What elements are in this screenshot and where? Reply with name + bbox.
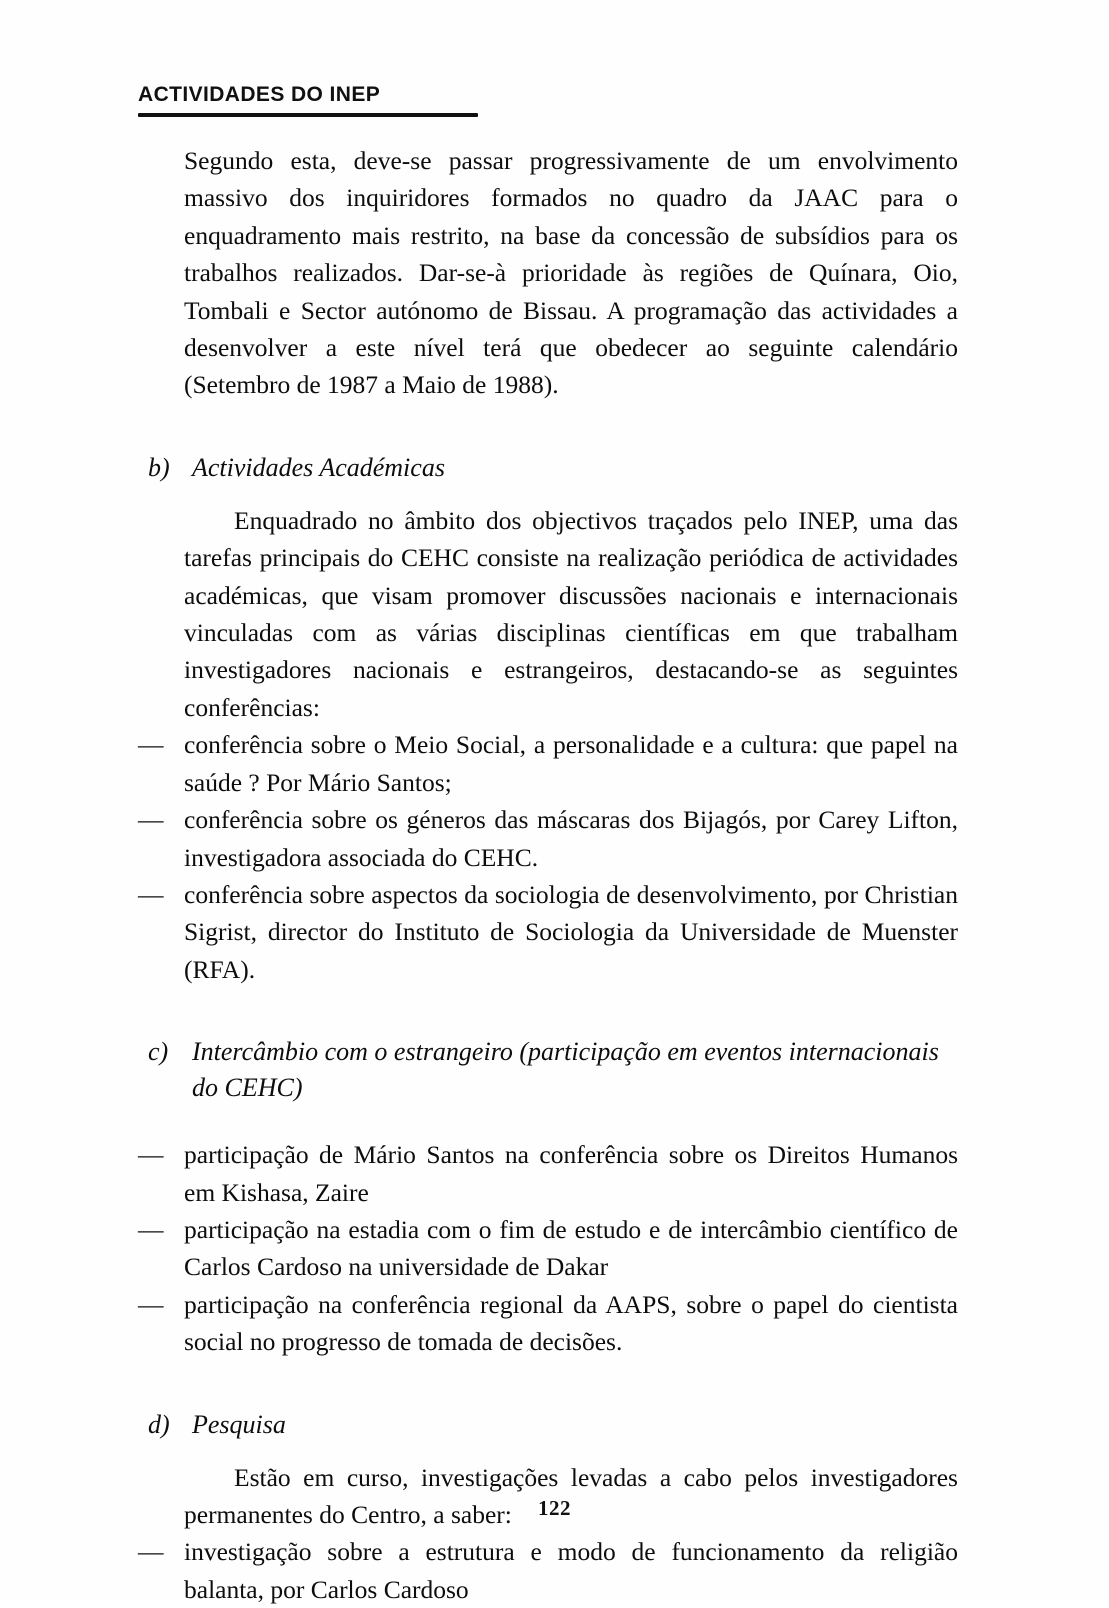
list-item-text: conferência sobre os géneros das máscaras dos Bijagós, por Carey Lifton, investigadora associada do CEHC. [184,805,958,872]
section-heading-d [148,1407,958,1443]
list-dash-icon: — [138,805,164,835]
list-item-text: participação na conferência regional da AAPS, sobre o papel do cientista social no progresso de tomada de decisões. [184,1289,958,1357]
list-item-text: participação na estadia com o fim de estudo e de intercâmbio científico de Carlos Cardoso na universidade de Dakar [184,1214,958,1282]
list-item [138,801,958,876]
section-title-b: Actividades Académicas [192,452,445,482]
section-letter-d: d) [148,1409,170,1439]
page-content [138,142,958,1608]
list-dash-icon: — [138,1214,164,1244]
section-letter-c: c) [148,1037,169,1067]
section-letter-b: b) [148,452,170,482]
spacer [138,404,958,450]
header-rule [138,113,478,117]
section-heading-b [148,450,958,486]
list-item-text: conferência sobre o Meio Social, a personalidade e a cultura: que papel na saúde ? Por Mário Santos; [184,730,958,797]
list-item-text: participação de Mário Santos na conferência sobre os Direitos Humanos em Kishasa, Zaire [184,1140,958,1207]
list-item [138,726,958,801]
spacer [138,1106,958,1136]
list-dash-icon: — [138,1537,164,1567]
spacer [138,1443,958,1459]
list-item [138,1211,958,1286]
list-dash-icon: — [138,1140,164,1170]
section-b-paragraph: Enquadrado no âmbito dos objectivos traçados pelo INEP, uma das tarefas principais do CEHC consiste na realização periódica de actividades académicas, que visam promover discussões nacionais e internacionais vinculadas com as várias disciplinas científicas em que trabalham investigadores nacionais e estrangeiros, destacando-se as seguintes conferências: [184,505,958,722]
section-c-list [138,1136,958,1360]
list-item-text: conferência sobre aspectos da sociologia de desenvolvimento, por Christian Sigrist, director do Instituto de Sociologia da Universidade de Muenster (RFA). [184,879,958,984]
intro-paragraph: Segundo esta, deve-se passar progressivamente de um envolvimento massivo dos inquiridores formados no quadro da JAAC para o enquadramento mais restrito, na base da concessão de subsídios para os trabalhos realizados. Dar-se-à prioridade às regiões de Quínara, Oio, Tombali e Sector autónomo de Bissau. A programação das actividades a desenvolver a este nível terá que obedecer ao seguinte calendário (Setembro de 1987 a Maio de 1988). [184,146,958,400]
list-item [138,1286,958,1361]
list-item [138,1136,958,1211]
list-item [138,876,958,988]
section-d-list [138,1533,958,1608]
section-b-list [138,726,958,988]
list-item [138,1533,958,1608]
section-heading-c [148,1034,958,1106]
spacer [138,1361,958,1407]
section-title-c: Intercâmbio com o estrangeiro (participação em eventos internacionais do CEHC) [192,1037,939,1103]
list-dash-icon: — [138,1289,164,1319]
spacer [138,988,958,1034]
list-item-text: investigação sobre a estrutura e modo de funcionamento da religião balanta, por Carlos Cardoso [184,1537,958,1604]
section-d-paragraph: Estão em curso, investigações levadas a cabo pelos investigadores permanentes do Centro, a saber: [184,1462,958,1529]
section-title-d: Pesquisa [192,1409,286,1439]
list-dash-icon: — [138,730,164,760]
running-header-title: ACTIVIDADES DO INEP [138,83,381,106]
spacer [138,486,958,502]
list-dash-icon: — [138,879,164,909]
page-number: 122 [538,1496,571,1520]
running-header [138,84,958,117]
